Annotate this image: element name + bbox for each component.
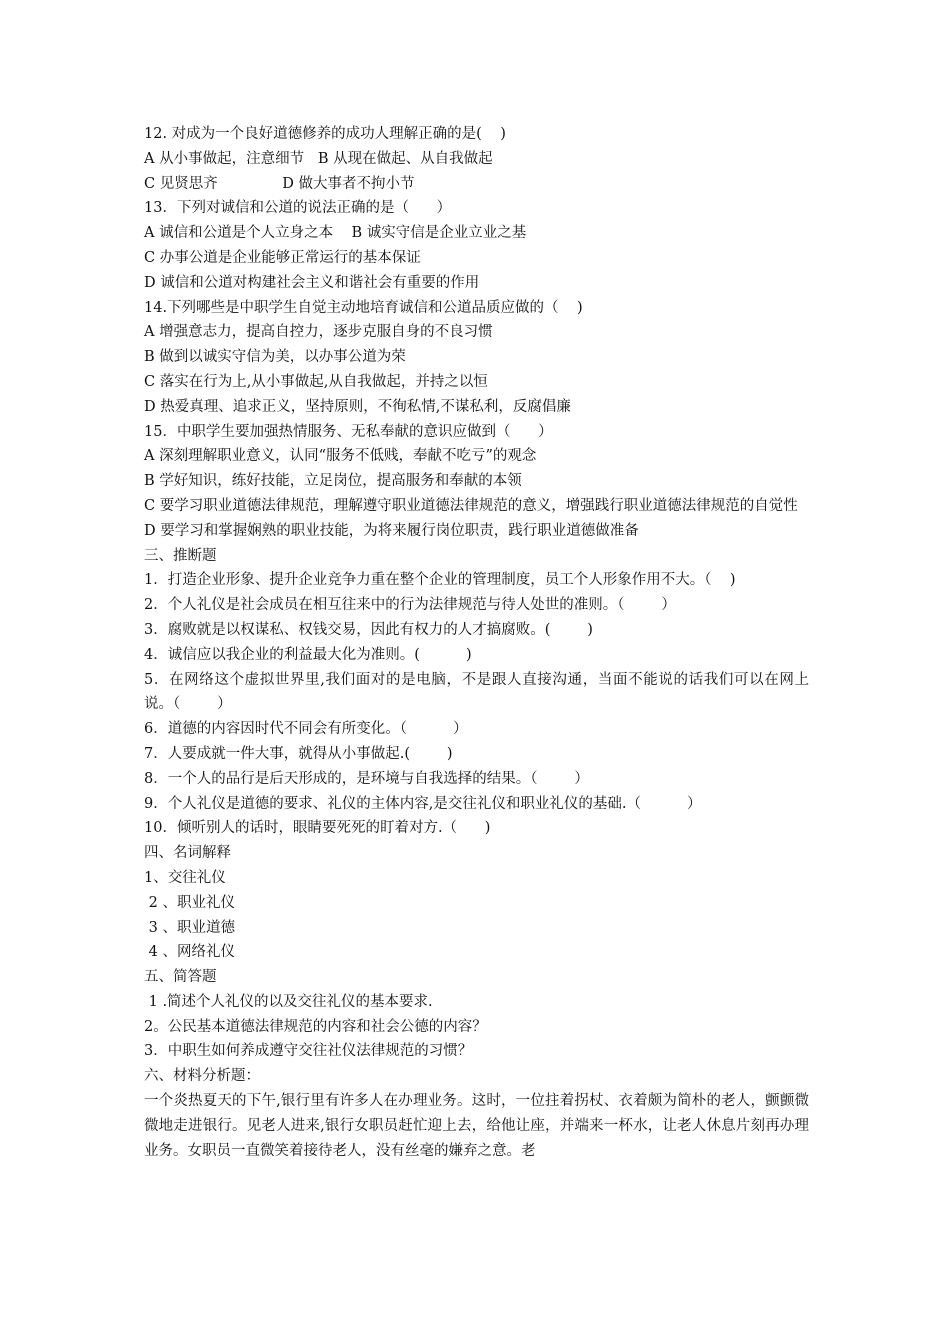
judgment-item-7: 7．人要成就一件大事，就得从小事做起.( )	[144, 745, 453, 762]
question-15: 15．中职学生要加强热情服务、无私奉献的意识应做到（ ）	[144, 423, 553, 440]
judgment-item-4: 4．诚信应以我企业的利益最大化为准则。( )	[144, 646, 472, 663]
judgment-item-10: 10．倾听别人的话时，眼睛要死死的盯着对方.（ )	[144, 820, 491, 837]
question-15-option-c: C 要学习职业道德法律规范，理解遵守职业道德法律规范的意义，增强践行职业道德法律规范的自觉性	[144, 497, 798, 514]
question-12-option-ab: A 从小事做起，注意细节 B 从现在做起、从自我做起	[144, 150, 493, 167]
document-body	[144, 122, 809, 1163]
question-12-option-cd: C 见贤思齐 D 做大事者不拘小节	[144, 175, 415, 192]
judgment-item-1: 1．打造企业形象、提升企业竞争力重在整个企业的管理制度，员工个人形象作用不大。（ )	[144, 572, 736, 589]
judgment-item-9: 9．个人礼仪是道德的要求、礼仪的主体内容,是交往礼仪和职业礼仪的基础.（ ）	[144, 795, 702, 812]
short-answer-item-3: 3．中职生如何养成遵守交往社仪法律规范的习惯？	[144, 1043, 473, 1060]
term-item-1: 1、交往礼仪	[144, 869, 226, 886]
question-13-option-d: D 诚信和公道对构建社会主义和谐社会有重要的作用	[144, 274, 480, 291]
case-analysis-paragraph: 一个炎热夏天的下午,银行里有许多人在办理业务。这时，一位拄着拐杖、衣着颇为简朴的老人，颤颤微微地走进银行。见老人进来,银行女职员赶忙迎上去，给他让座，并端来一杯水，让老人休息片刻再办理业务。女职员一直微笑着接待老人，没有丝毫的嫌弃之意。老	[144, 1093, 809, 1159]
question-14-option-b: B 做到以诚实守信为美，以办事公道为荣	[144, 349, 406, 366]
question-13-option-ab: A 诚信和公道是个人立身之本 B 诚实守信是企业立业之基	[144, 225, 527, 242]
question-13-option-c: C 办事公道是企业能够正常运行的基本保证	[144, 249, 421, 266]
question-12: 12. 对成为一个良好道德修养的成功人理解正确的是( )	[144, 126, 506, 142]
term-item-2: 2 、职业礼仪	[144, 894, 235, 911]
section-heading-case-analysis: 六、材料分析题：	[144, 1068, 260, 1085]
judgment-item-6: 6．道德的内容因时代不同会有所变化。（ ）	[144, 721, 468, 738]
question-13: 13．下列对诚信和公道的说法正确的是（ ）	[144, 200, 452, 217]
section-heading-short-answer: 五、简答题	[144, 969, 217, 986]
question-15-option-a: A 深刻理解职业意义，认同“服务不低贱，奉献不吃亏”的观念	[144, 448, 537, 465]
question-14: 14.下列哪些是中职学生自觉主动地培育诚信和公道品质应做的（ )	[144, 299, 583, 316]
judgment-item-8: 8．一个人的品行是后天形成的，是环境与自我选择的结果。（ ）	[144, 770, 589, 787]
question-14-option-a: A 增强意志力，提高自控力，逐步克服自身的不良习惯	[144, 324, 493, 341]
question-14-option-c: C 落实在行为上,从小事做起,从自我做起，并持之以恒	[144, 373, 488, 390]
short-answer-item-1: 1 .简述个人礼仪的以及交往礼仪的基本要求.	[144, 993, 433, 1010]
question-15-option-d: D 要学习和掌握娴熟的职业技能，为将来履行岗位职责，践行职业道德做准备	[144, 522, 639, 539]
judgment-item-2: 2．个人礼仪是社会成员在相互往来中的行为法律规范与待人处世的准则。（ ）	[144, 597, 676, 614]
judgment-item-3: 3．腐败就是以权谋私、权钱交易，因此有权力的人才搞腐败。( )	[144, 621, 593, 638]
section-heading-judgment: 三、推断题	[144, 547, 217, 564]
section-heading-terms: 四、名词解释	[144, 845, 231, 862]
question-15-option-b: B 学好知识，练好技能，立足岗位，提高服务和奉献的本领	[144, 473, 522, 490]
short-answer-item-2: 2。公民基本道德法律规范的内容和社会公德的内容？	[144, 1018, 487, 1035]
judgment-item-5: 5．在网络这个虚拟世界里,我们面对的是电脑，不是跟人直接沟通，当面不能说的话我们可以在网上说。（ ）	[144, 671, 809, 713]
question-14-option-d: D 热爱真理、追求正义，坚持原则，不徇私情,不谋私利，反腐倡廉	[144, 398, 571, 415]
term-item-3: 3 、职业道德	[144, 919, 235, 936]
term-item-4: 4 、网络礼仪	[144, 944, 235, 961]
